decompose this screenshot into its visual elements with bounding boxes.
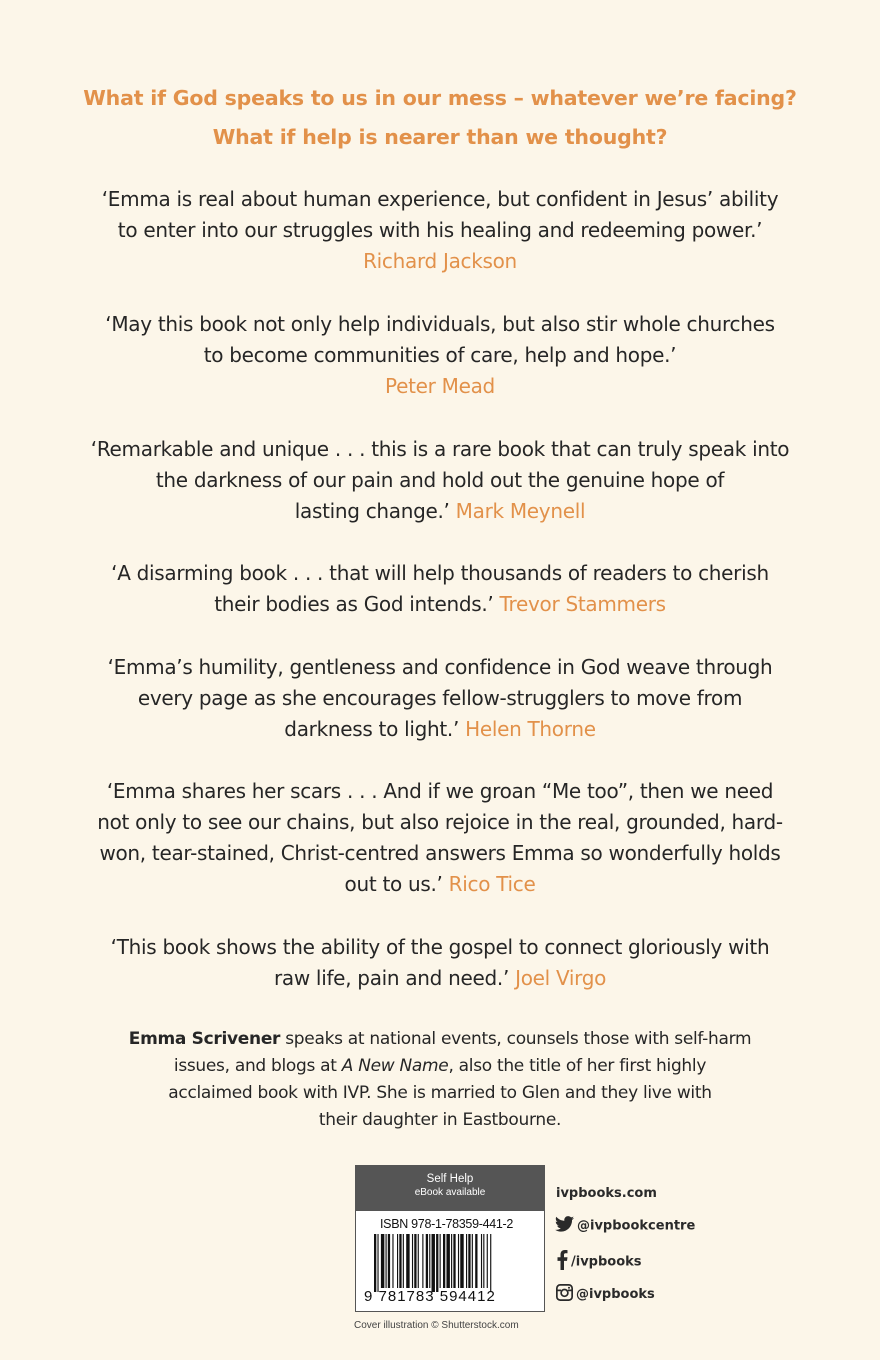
barcode-bar bbox=[481, 1234, 482, 1288]
instagram-icon bbox=[556, 1284, 573, 1305]
barcode-bar bbox=[429, 1234, 430, 1288]
barcode-bar bbox=[392, 1234, 393, 1288]
barcode-number: 9 781783 594412 bbox=[364, 1288, 496, 1305]
facebook-handle: /ivpbooks bbox=[571, 1254, 642, 1270]
barcode-bar bbox=[432, 1234, 435, 1292]
barcode-bar bbox=[490, 1234, 491, 1292]
bio-text: their daughter in Eastbourne. bbox=[318, 1110, 562, 1130]
barcode-bar bbox=[443, 1234, 445, 1288]
barcode-bar bbox=[436, 1234, 438, 1292]
quote-attribution: Helen Thorne bbox=[465, 717, 596, 741]
barcode-bar bbox=[377, 1234, 378, 1292]
barcode-bar bbox=[483, 1234, 484, 1288]
quote-text: the darkness of our pain and hold out the genuine hope of bbox=[155, 468, 725, 492]
blog-title: A New Name bbox=[341, 1056, 449, 1076]
category-label: Self Help bbox=[426, 1173, 474, 1185]
barcode-bar bbox=[388, 1234, 390, 1288]
barcode-bar bbox=[422, 1234, 423, 1288]
barcode-bar bbox=[397, 1234, 398, 1288]
quote-text: every page as she encourages fellow-strugglers to move from bbox=[137, 686, 743, 710]
facebook-icon bbox=[557, 1250, 568, 1274]
quote-attribution: Joel Virgo bbox=[515, 966, 607, 990]
quote-attribution: Richard Jackson bbox=[363, 249, 517, 273]
endorsement-quote bbox=[60, 184, 820, 277]
barcode-bar bbox=[426, 1234, 428, 1288]
quote-attribution: Mark Meynell bbox=[455, 499, 586, 523]
quote-text: ‘May this book not only help individuals, but also stir whole churches bbox=[105, 312, 775, 336]
endorsement-quote bbox=[60, 434, 820, 527]
quote-text: lasting change.’ bbox=[294, 499, 456, 523]
barcode-bar bbox=[406, 1234, 409, 1288]
bio-text: acclaimed book with IVP. She is married to Glen and they live with bbox=[168, 1083, 712, 1103]
bio-text: issues, and blogs at bbox=[173, 1056, 342, 1076]
quote-text: ‘This book shows the ability of the gospel to connect gloriously with bbox=[110, 935, 770, 959]
endorsement-quote bbox=[60, 932, 820, 994]
headline-1: What if God speaks to us in our mess – whatever we’re facing? bbox=[83, 86, 797, 110]
barcode-bar bbox=[475, 1234, 477, 1288]
barcode-bar bbox=[381, 1234, 384, 1288]
quote-text: ‘Emma shares her scars . . . And if we groan “Me too”, then we need bbox=[106, 779, 774, 803]
quote-text: out to us.’ bbox=[344, 872, 449, 896]
barcode-bar bbox=[412, 1234, 413, 1288]
barcode-bar bbox=[446, 1234, 449, 1288]
author-bio bbox=[60, 1026, 820, 1134]
barcode-bar bbox=[487, 1234, 488, 1288]
instagram-link[interactable] bbox=[556, 1284, 655, 1305]
quote-text: to enter into our struggles with his healing and redeeming power.’ bbox=[117, 218, 763, 242]
barcode-bar bbox=[374, 1234, 376, 1292]
quote-text: ‘Remarkable and unique . . . this is a rare book that can truly speak into bbox=[90, 437, 790, 461]
twitter-handle: @ivpbookcentre bbox=[577, 1218, 696, 1234]
author-name: Emma Scrivener bbox=[128, 1029, 281, 1049]
quote-text: darkness to light.’ bbox=[284, 717, 466, 741]
bio-text: speaks at national events, counsels those with self-harm bbox=[280, 1029, 752, 1049]
barcode-bar bbox=[440, 1234, 441, 1288]
instagram-handle: @ivpbooks bbox=[576, 1287, 655, 1302]
headline-2: What if help is nearer than we thought? bbox=[212, 125, 668, 149]
barcode-bar bbox=[418, 1234, 419, 1288]
barcode-bar bbox=[472, 1234, 473, 1288]
website-link[interactable] bbox=[556, 1186, 657, 1201]
endorsement-quote bbox=[60, 309, 820, 402]
endorsement-quote bbox=[60, 652, 820, 745]
ebook-note: eBook available bbox=[414, 1187, 486, 1198]
barcode-bar bbox=[386, 1234, 387, 1288]
website-text: ivpbooks.com bbox=[556, 1186, 657, 1201]
quote-attribution: Trevor Stammers bbox=[499, 592, 666, 616]
quote-attribution: Peter Mead bbox=[385, 374, 495, 398]
barcode-header bbox=[356, 1166, 544, 1211]
barcode-bar bbox=[451, 1234, 452, 1288]
quote-text: ‘A disarming book . . . that will help thousands of readers to cherish bbox=[111, 561, 769, 585]
quote-text: not only to see our chains, but also rejoice in the real, grounded, hard- bbox=[97, 810, 783, 834]
twitter-icon bbox=[555, 1216, 574, 1236]
barcode-bars bbox=[374, 1234, 532, 1292]
endorsement-quote bbox=[60, 776, 820, 900]
twitter-link[interactable] bbox=[555, 1216, 695, 1236]
barcode-bar bbox=[466, 1234, 467, 1288]
quote-text: ‘Emma’s humility, gentleness and confidence in God weave through bbox=[107, 655, 773, 679]
quote-text: ‘Emma is real about human experience, but confident in Jesus’ ability bbox=[101, 187, 779, 211]
barcode-bar bbox=[399, 1234, 401, 1288]
barcode-bar bbox=[460, 1234, 463, 1288]
quote-text: their bodies as God intends.’ bbox=[214, 592, 500, 616]
endorsement-quote bbox=[60, 558, 820, 620]
barcode-bar bbox=[453, 1234, 455, 1288]
barcode-bar bbox=[403, 1234, 404, 1288]
barcode-bar bbox=[414, 1234, 416, 1288]
barcode-panel bbox=[355, 1165, 545, 1312]
quote-text: to become communities of care, help and hope.’ bbox=[203, 343, 677, 367]
quote-text: won, tear-stained, Christ-centred answers Emma so wonderfully holds bbox=[99, 841, 781, 865]
quote-text: raw life, pain and need.’ bbox=[273, 966, 516, 990]
bio-text: , also the title of her first highly bbox=[448, 1056, 707, 1076]
isbn-label: ISBN 978-1-78359-441-2 bbox=[380, 1217, 514, 1231]
barcode-bar bbox=[458, 1234, 459, 1288]
facebook-link[interactable] bbox=[557, 1250, 642, 1274]
cover-credit: Cover illustration © Shutterstock.com bbox=[354, 1320, 519, 1331]
barcode-bar bbox=[468, 1234, 470, 1288]
quote-attribution: Rico Tice bbox=[448, 872, 536, 896]
